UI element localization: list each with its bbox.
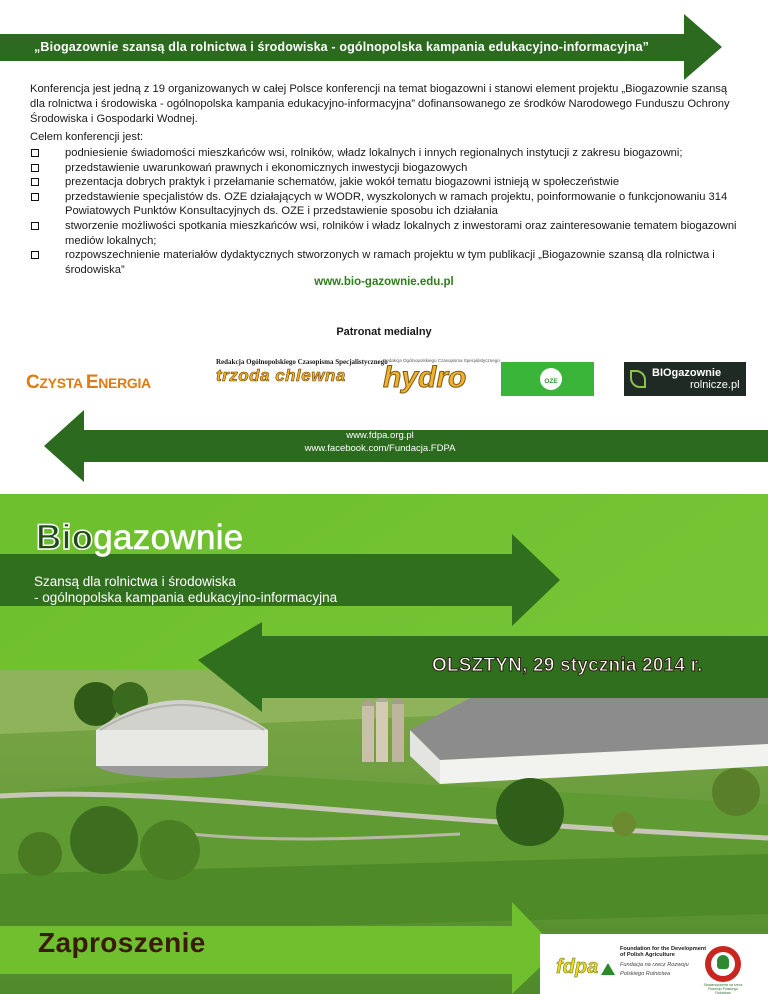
checkbox-bullet-icon xyxy=(31,164,39,172)
invitation-poster xyxy=(0,494,768,994)
header-title: „Biogazownie szansą dla rolnictwa i środowiska - ogólnopolska kampania edukacyjno-informacyjna” xyxy=(34,40,650,54)
invitation-heading: Zaproszenie xyxy=(38,927,206,958)
poster-artwork xyxy=(0,494,768,994)
goals-list xyxy=(30,146,742,277)
association-seal-icon xyxy=(705,946,741,982)
goal-text: prezentacja dobrych praktyk i przełamanie schematów, jakie wokół tematu biogazowni istnieją w społeczeństwie xyxy=(65,176,620,189)
title-gazownie: gazownie xyxy=(93,518,244,557)
goal-text: podniesienie świadomości mieszkańców wsi, rolników, władz lokalnych i innych regionalnych instytucji z zakresu biogazowni; xyxy=(65,147,683,159)
goal-item xyxy=(30,146,742,161)
fdpa-wordmark: fdpa xyxy=(556,956,599,978)
seal-caption: Stowarzyszenie na rzecz Rozwoju Polskiego Rolnictwa xyxy=(703,983,743,994)
foundation-pl-2: Polskiego Rolnictwa xyxy=(620,971,671,978)
checkbox-bullet-icon xyxy=(31,178,39,186)
hydro-logo[interactable] xyxy=(383,358,500,394)
triangle-inner-icon xyxy=(601,963,615,975)
subtitle-line-1: Szansą dla rolnictwa i środowiska xyxy=(34,574,236,589)
header-banner xyxy=(0,14,722,80)
foundation-en-2: of Polish Agriculture xyxy=(620,952,675,959)
goal-item xyxy=(30,248,742,277)
goals-title: Celem konferencji jest: xyxy=(30,131,144,143)
biogazownie-wordmark: BIOgazownie xyxy=(652,367,722,379)
goal-text: rozpowszechnienie materiałów dydaktycznych stworzonych w ramach projektu w tym publikacji „Biogazownie szansą dla rolnictwa i środowiska” xyxy=(65,249,715,276)
oze-emblem: OZE xyxy=(540,368,562,390)
leaf-icon xyxy=(630,370,646,388)
rolnicze-wordmark: rolnicze.pl xyxy=(690,379,740,391)
poster-title xyxy=(36,518,244,558)
media-patronage-title: Patronat medialny xyxy=(336,326,432,338)
checkbox-bullet-icon xyxy=(31,193,39,201)
trzoda-chlewna-sub: Redakcja Ogólnopolskiego Czasopisma Specjalistycznego xyxy=(216,358,388,366)
goal-item xyxy=(30,219,742,248)
foundation-en-1: Foundation for the Development xyxy=(620,946,707,952)
hydro-wordmark: hydro xyxy=(383,361,467,394)
title-bio: Bio xyxy=(36,518,94,557)
fdpa-website-link[interactable]: www.fdpa.org.pl xyxy=(346,430,414,441)
checkbox-bullet-icon xyxy=(31,222,39,230)
poster-subtitle xyxy=(34,574,337,606)
biogazownie-rolnicze-logo[interactable] xyxy=(624,362,746,396)
checkbox-bullet-icon xyxy=(31,251,39,259)
hydro-sub: Redakcja Ogólnopolskiego Czasopisma Specjalistycznego xyxy=(383,358,500,363)
intro-paragraph: Konferencja jest jedną z 19 organizowanych w całej Polsce konferencji na temat biogazowni i stanowi element projektu „Biogazownie szansą dla rolnictwa i środowiska - ogólnopolska kampania edukacyjno-informacyjna” dofinansowanego ze środków Narodowego Funduszu Ochrony Środowiska i Gospodarki Wodnej. xyxy=(30,83,730,125)
fdpa-links xyxy=(270,430,490,455)
project-website-link[interactable]: www.bio-gazownie.edu.pl xyxy=(314,276,454,288)
subtitle-line-2: - ogólnopolska kampania edukacyjno-informacyjna xyxy=(34,590,338,605)
goal-text: stworzenie możliwości spotkania mieszkańców wsi, rolników i władz lokalnych z inwestorami oraz zainteresowanie tematem biogazowni mediów lokalnych; xyxy=(65,219,737,247)
fdpa-facebook-link[interactable]: www.facebook.com/Fundacja.FDPA xyxy=(304,442,456,454)
goal-item xyxy=(30,175,742,190)
goal-text: przedstawienie specjalistów ds. OZE działających w WODR, wyszkolonych w ramach projektu, poinformowanie o funkcjonowaniu 314 Powiatowych Punktów Konsultacyjnych ds. OZE i przedstawienie sposobu ich działania xyxy=(65,190,728,218)
goal-item xyxy=(30,161,742,176)
czysta-energia-logo[interactable]: CZYSTA ENERGIA xyxy=(26,372,151,393)
trzoda-chlewna-wordmark: trzoda chlewna xyxy=(216,366,346,385)
foundation-pl-1: Fundacja na rzecz Rozwoju xyxy=(620,961,689,968)
foundation-name xyxy=(620,946,706,978)
trzoda-chlewna-logo[interactable] xyxy=(216,358,388,386)
event-location-date: OLSZTYN, 29 stycznia 2014 r. xyxy=(432,655,703,676)
goal-text: przedstawienie uwarunkowań prawnych i ekonomicznych inwestycji biogazowych xyxy=(65,161,468,174)
tree-icon xyxy=(717,955,729,969)
goal-item xyxy=(30,190,742,219)
checkbox-bullet-icon xyxy=(31,149,39,157)
oze-logo[interactable] xyxy=(501,362,594,396)
